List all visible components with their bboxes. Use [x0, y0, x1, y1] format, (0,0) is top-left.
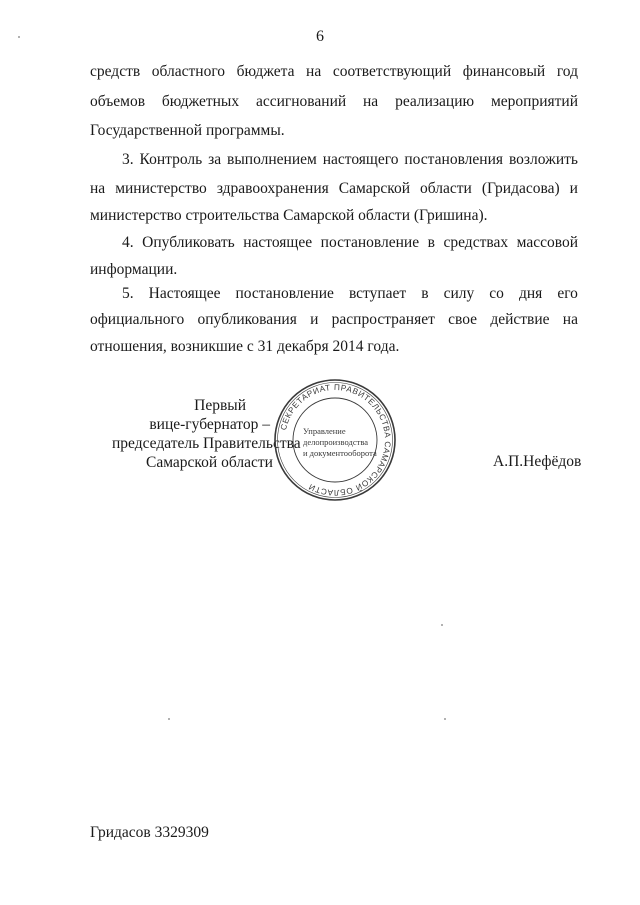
paragraph-2-line-3: Государственной программы.: [90, 122, 285, 139]
paragraph-3-line-2: на министерство здравоохранения Самарской области (Гридасова) и: [90, 180, 578, 197]
paragraph-3-line-3: министерство строительства Самарской области (Гришина).: [90, 207, 488, 224]
paragraph-2-line-2: объемов бюджетных ассигнований на реализацию мероприятий: [90, 93, 578, 110]
stamp-inner-line-2: делопроизводства: [303, 437, 368, 447]
paragraph-3-line-1: 3. Контроль за выполнением настоящего постановления возложить: [122, 151, 578, 168]
scan-speck: [18, 36, 20, 38]
signer-position-line-1: Первый: [194, 397, 246, 414]
paragraph-4-line-1: 4. Опубликовать настоящее постановление в средствах массовой: [122, 234, 578, 251]
document-footer-code: Гридасов 3329309: [90, 824, 209, 841]
signer-name: А.П.Нефёдов: [493, 453, 582, 470]
paragraph-5-line-2: официального опубликования и распространяет свое действие на: [90, 311, 578, 328]
paragraph-2-line-1: средств областного бюджета на соответствующий финансовый год: [90, 63, 578, 80]
signer-position-line-3: председатель Правительства: [112, 435, 301, 452]
scan-speck: [441, 624, 443, 626]
scan-speck: [444, 718, 446, 720]
paragraph-5-line-1: 5. Настоящее постановление вступает в силу со дня его: [122, 285, 578, 302]
page-number: 6: [316, 28, 324, 45]
paragraph-5-line-3: отношения, возникшие с 31 декабря 2014 года.: [90, 338, 400, 355]
official-seal-stamp: [273, 378, 397, 502]
signer-position: [130, 396, 270, 434]
stamp-inner-line-1: Управление: [303, 426, 346, 436]
paragraph-4-line-2: информации.: [90, 261, 178, 278]
scan-speck: [168, 718, 170, 720]
signer-position-line-4: Самарской области: [146, 454, 273, 471]
stamp-outer-text: СЕКРЕТАРИАТ ПРАВИТЕЛЬСТВА САМАРСКОЙ ОБЛАСТИ: [278, 382, 393, 498]
signer-position-line-2: вице-губернатор –: [149, 416, 270, 433]
stamp-inner-line-3: и документооборота: [303, 448, 377, 458]
